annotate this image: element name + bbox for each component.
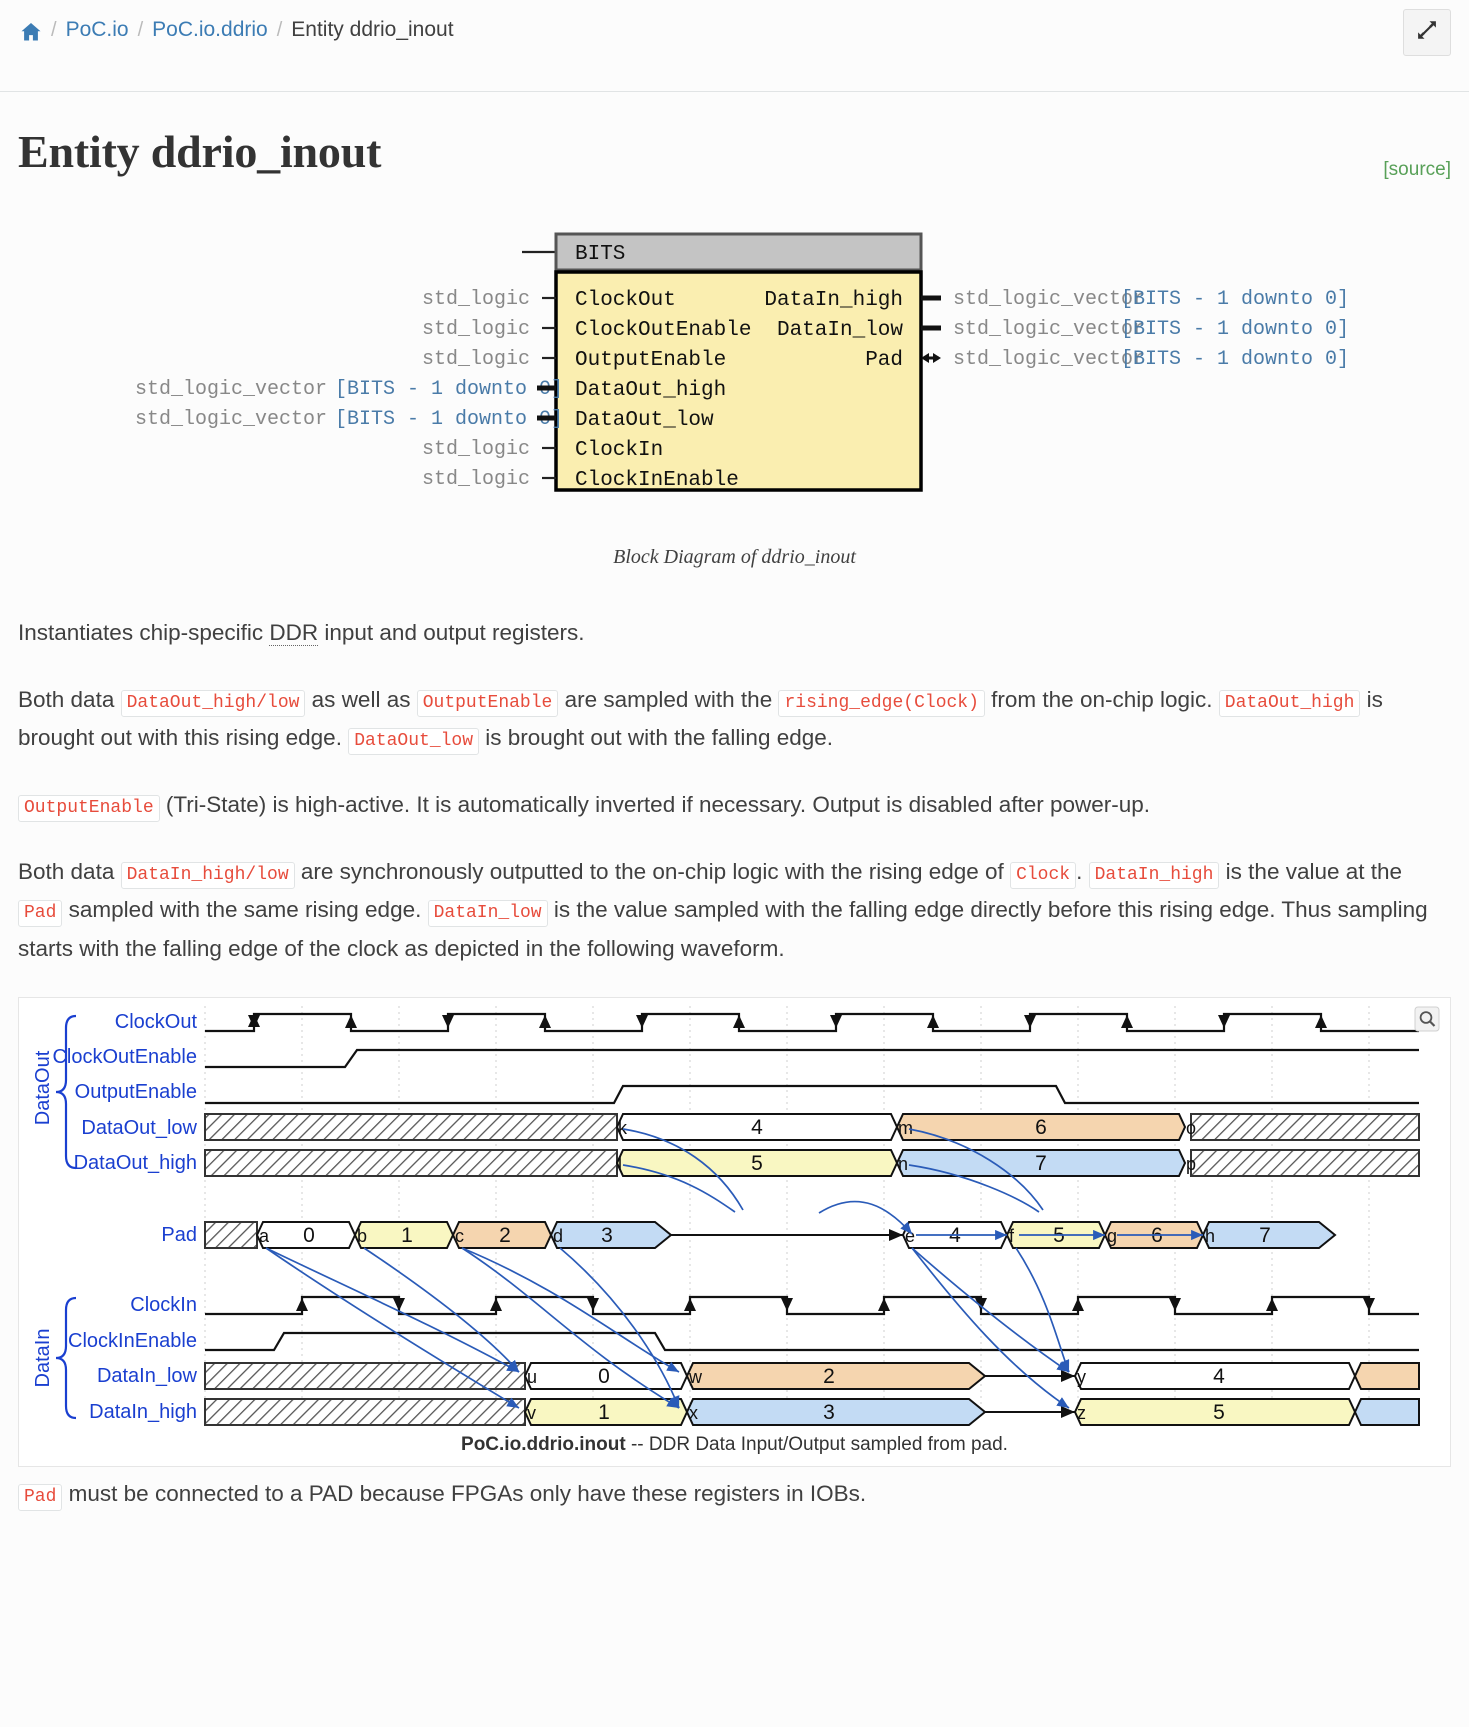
paragraph-intro bbox=[18, 614, 1451, 653]
expand-button[interactable] bbox=[1403, 9, 1451, 56]
page-title: Entity ddrio_inout bbox=[18, 126, 382, 177]
port-name: OutputEnable bbox=[574, 349, 726, 372]
block-diagram-svg bbox=[75, 226, 1395, 516]
left-port-clockout bbox=[421, 288, 675, 312]
right-port-datain-low bbox=[776, 318, 1348, 342]
waveform-trace-clockinenable bbox=[205, 1333, 1419, 1350]
bus-value: 6 bbox=[1151, 1223, 1163, 1247]
text-fragment: input and output registers. bbox=[318, 620, 585, 645]
signal-label-clockoutenable: ClockOutEnable bbox=[52, 1045, 197, 1068]
waveform-caption-bold: PoC.io.ddrio.inout bbox=[461, 1433, 626, 1455]
bus-value: 1 bbox=[401, 1223, 413, 1247]
signal-label-clockin: ClockIn bbox=[130, 1293, 197, 1316]
home-icon[interactable] bbox=[20, 21, 42, 43]
text-fragment: (Tri-State) is high-active. It is automatically inverted if necessary. Output is disabled after power-up. bbox=[159, 792, 1151, 818]
source-link[interactable]: [source] bbox=[1383, 159, 1451, 180]
port-name: ClockOut bbox=[574, 289, 676, 312]
magnifier-icon bbox=[1414, 1006, 1440, 1032]
bus-value: 3 bbox=[601, 1223, 613, 1247]
bus-value: 5 bbox=[1213, 1400, 1225, 1424]
breadcrumb-separator-1: / bbox=[137, 18, 144, 41]
waveform-figure bbox=[18, 997, 1451, 1467]
code-rising-edge-clock: rising_edge(Clock) bbox=[778, 690, 984, 717]
bus-tag: y bbox=[1077, 1366, 1086, 1387]
waveform-group-datain bbox=[32, 1298, 76, 1418]
signal-label-datain-low: DataIn_low bbox=[96, 1364, 197, 1387]
waveform-clockin-edge-markers bbox=[296, 1298, 1375, 1311]
top-navigation-bar bbox=[0, 0, 1469, 92]
waveform-zoom-button[interactable] bbox=[1414, 1006, 1440, 1037]
block-diagram-caption: Block Diagram of ddrio_inout bbox=[613, 546, 856, 568]
text-fragment: Both data bbox=[18, 858, 121, 884]
left-port-group bbox=[134, 288, 750, 492]
waveform-signal-labels bbox=[52, 1011, 197, 1423]
waveform-svg bbox=[19, 998, 1450, 1428]
waveform-trace-datain-low bbox=[205, 1363, 1419, 1389]
bus-tag: f bbox=[1009, 1225, 1015, 1246]
port-name: ClockIn bbox=[574, 439, 663, 462]
port-type: std_logic_vector bbox=[952, 288, 1145, 311]
left-port-dataout-high bbox=[134, 378, 725, 402]
port-type: std_logic bbox=[421, 468, 530, 491]
port-type: std_logic_vector bbox=[134, 378, 327, 401]
bus-value: 4 bbox=[949, 1223, 961, 1247]
bus-value: 7 bbox=[1259, 1223, 1271, 1247]
bus-tag: v bbox=[527, 1402, 536, 1423]
group-label-datain: DataIn bbox=[32, 1328, 54, 1388]
generic-label: BITS bbox=[574, 243, 625, 266]
signal-label-dataout-low: DataOut_low bbox=[81, 1116, 197, 1139]
signal-label-clockout: ClockOut bbox=[114, 1010, 197, 1033]
bus-value: 4 bbox=[1213, 1364, 1225, 1388]
waveform-trace-clockout bbox=[205, 1014, 1419, 1031]
paragraph-pad-note bbox=[18, 1481, 1451, 1507]
port-type: std_logic_vector bbox=[952, 348, 1145, 371]
breadcrumb bbox=[18, 0, 1451, 60]
right-port-pad bbox=[865, 348, 1349, 372]
port-name: DataOut_low bbox=[574, 409, 714, 432]
bus-tag: x bbox=[689, 1402, 698, 1423]
waveform-trace-outputenable bbox=[205, 1086, 1419, 1103]
bus-value: 5 bbox=[1053, 1223, 1065, 1247]
port-name: Pad bbox=[864, 349, 903, 372]
code-dataout-high-low: DataOut_high/low bbox=[121, 690, 306, 717]
bus-tag: c bbox=[455, 1225, 464, 1246]
port-name: DataOut_high bbox=[574, 379, 726, 402]
port-type: std_logic bbox=[421, 288, 530, 311]
signal-label-outputenable: OutputEnable bbox=[74, 1080, 197, 1103]
waveform-gridlines bbox=[205, 1006, 1369, 1420]
port-name: ClockOutEnable bbox=[574, 319, 751, 342]
bus-tag: p bbox=[1186, 1153, 1197, 1174]
code-datain-low: DataIn_low bbox=[428, 900, 548, 927]
bus-tag: g bbox=[1107, 1225, 1118, 1246]
bus-value: 3 bbox=[823, 1400, 835, 1424]
signal-label-datain-high: DataIn_high bbox=[89, 1400, 197, 1423]
text-fragment: is brought out with the falling edge. bbox=[479, 725, 834, 751]
bus-tag: u bbox=[527, 1366, 538, 1387]
signal-label-clockinenable: ClockInEnable bbox=[68, 1329, 197, 1352]
code-pad: Pad bbox=[18, 900, 62, 927]
port-type: std_logic bbox=[421, 438, 530, 461]
bus-tag: o bbox=[1186, 1117, 1197, 1138]
port-range: [BITS - 1 downto 0] bbox=[334, 378, 563, 401]
left-port-dataout-low bbox=[134, 408, 713, 432]
bus-value: 0 bbox=[303, 1223, 315, 1247]
text-fragment: as well as bbox=[305, 686, 417, 712]
code-dataout-high: DataOut_high bbox=[1219, 690, 1361, 717]
port-name: DataIn_low bbox=[776, 319, 903, 342]
port-range: [BITS - 1 downto 0] bbox=[1120, 348, 1349, 371]
port-range: [BITS - 1 downto 0] bbox=[1120, 318, 1349, 341]
port-name: ClockInEnable bbox=[574, 469, 739, 492]
port-range: [BITS - 1 downto 0] bbox=[1120, 288, 1349, 311]
page-content bbox=[0, 125, 1469, 1507]
text-fragment: are synchronously outputted to the on-chip logic with the rising edge of bbox=[294, 858, 1011, 884]
left-port-outputenable bbox=[421, 348, 725, 372]
bus-tag: l bbox=[618, 1153, 622, 1174]
port-type: std_logic bbox=[421, 348, 530, 371]
waveform-group-dataout bbox=[32, 1016, 76, 1168]
waveform-caption-rest: -- DDR Data Input/Output sampled from pad. bbox=[625, 1433, 1008, 1455]
bus-value: 4 bbox=[751, 1115, 763, 1139]
text-fragment: is the value at the bbox=[1219, 858, 1403, 884]
text-fragment: Instantiates chip-specific bbox=[18, 620, 270, 645]
group-label-dataout: DataOut bbox=[32, 1050, 54, 1126]
bus-value: 1 bbox=[598, 1400, 610, 1424]
block-diagram-figure bbox=[18, 226, 1451, 586]
bus-tag: w bbox=[689, 1366, 702, 1387]
text-fragment: Both data bbox=[18, 686, 121, 712]
paragraph-datain bbox=[18, 853, 1451, 969]
right-port-datain-high bbox=[764, 288, 1349, 312]
port-type: std_logic_vector bbox=[134, 408, 327, 431]
bus-value: 5 bbox=[751, 1151, 763, 1175]
text-fragment: are sampled with the bbox=[558, 686, 779, 712]
bus-value: 6 bbox=[1035, 1115, 1047, 1139]
port-type: std_logic_vector bbox=[952, 318, 1145, 341]
port-type: std_logic bbox=[421, 318, 530, 341]
bus-tag: k bbox=[618, 1117, 627, 1138]
left-port-clockinenable bbox=[421, 468, 738, 492]
text-fragment: is the value sampled with the falling edge directly before this rising edge. Thus sampling starts with the falling edge of the clock as depicted in the following waveform. bbox=[18, 897, 1428, 962]
bus-tag: a bbox=[259, 1225, 270, 1246]
port-name: DataIn_high bbox=[763, 289, 903, 312]
bus-tag: h bbox=[1205, 1225, 1216, 1246]
bus-value: 2 bbox=[823, 1364, 835, 1388]
code-dataout-low: DataOut_low bbox=[348, 728, 479, 755]
bus-tag: e bbox=[905, 1225, 916, 1246]
bus-value: 7 bbox=[1035, 1151, 1047, 1175]
waveform-trace-datain-high bbox=[205, 1399, 1419, 1425]
text-fragment: . bbox=[1076, 858, 1089, 884]
text-fragment: sampled with the same rising edge. bbox=[62, 897, 428, 923]
port-range: [BITS - 1 downto 0] bbox=[334, 408, 563, 431]
signal-label-pad: Pad bbox=[161, 1223, 197, 1246]
breadcrumb-item-poc-io-ddrio[interactable]: PoC.io.ddrio bbox=[152, 18, 268, 41]
code-outputenable: OutputEnable bbox=[417, 690, 559, 717]
text-fragment: from the on-chip logic. bbox=[984, 686, 1219, 712]
breadcrumb-separator-2: / bbox=[276, 18, 283, 41]
breadcrumb-item-poc-io[interactable]: PoC.io bbox=[65, 18, 129, 41]
code-datain-high: DataIn_high bbox=[1089, 862, 1220, 889]
ddr-abbr: DDR bbox=[269, 620, 319, 645]
bus-value: 0 bbox=[598, 1364, 610, 1388]
left-port-clockoutenable bbox=[421, 318, 750, 342]
waveform-trace-dataout-high bbox=[205, 1150, 1419, 1176]
bus-tag: d bbox=[553, 1225, 564, 1246]
breadcrumb-item-current: Entity ddrio_inout bbox=[291, 18, 454, 41]
generic-bits-box bbox=[522, 234, 921, 270]
waveform-trace-clockoutenable bbox=[205, 1050, 1419, 1067]
code-datain-high-low: DataIn_high/low bbox=[121, 862, 295, 889]
bus-tag: m bbox=[898, 1117, 913, 1138]
bus-value: 2 bbox=[499, 1223, 511, 1247]
code-outputenable-2: OutputEnable bbox=[18, 795, 160, 822]
breadcrumb-separator-0: / bbox=[51, 18, 57, 41]
bus-tag: n bbox=[898, 1153, 909, 1174]
text-fragment: is brought out with this rising edge. bbox=[18, 686, 1383, 751]
bus-tag: z bbox=[1077, 1402, 1086, 1423]
signal-label-dataout-high: DataOut_high bbox=[73, 1151, 197, 1174]
paragraph-outputenable bbox=[18, 786, 1451, 825]
waveform-caption bbox=[19, 1428, 1450, 1466]
text-fragment: must be connected to a PAD because FPGAs only have these registers in IOBs. bbox=[62, 1480, 867, 1506]
paragraph-dataout bbox=[18, 681, 1451, 758]
expand-arrows-icon bbox=[1414, 17, 1440, 48]
code-pad-2: Pad bbox=[18, 1484, 62, 1511]
bus-tag: b bbox=[357, 1225, 368, 1246]
left-port-clockin bbox=[421, 438, 662, 462]
waveform-trace-dataout-low bbox=[205, 1114, 1419, 1140]
code-clock: Clock bbox=[1010, 862, 1076, 889]
